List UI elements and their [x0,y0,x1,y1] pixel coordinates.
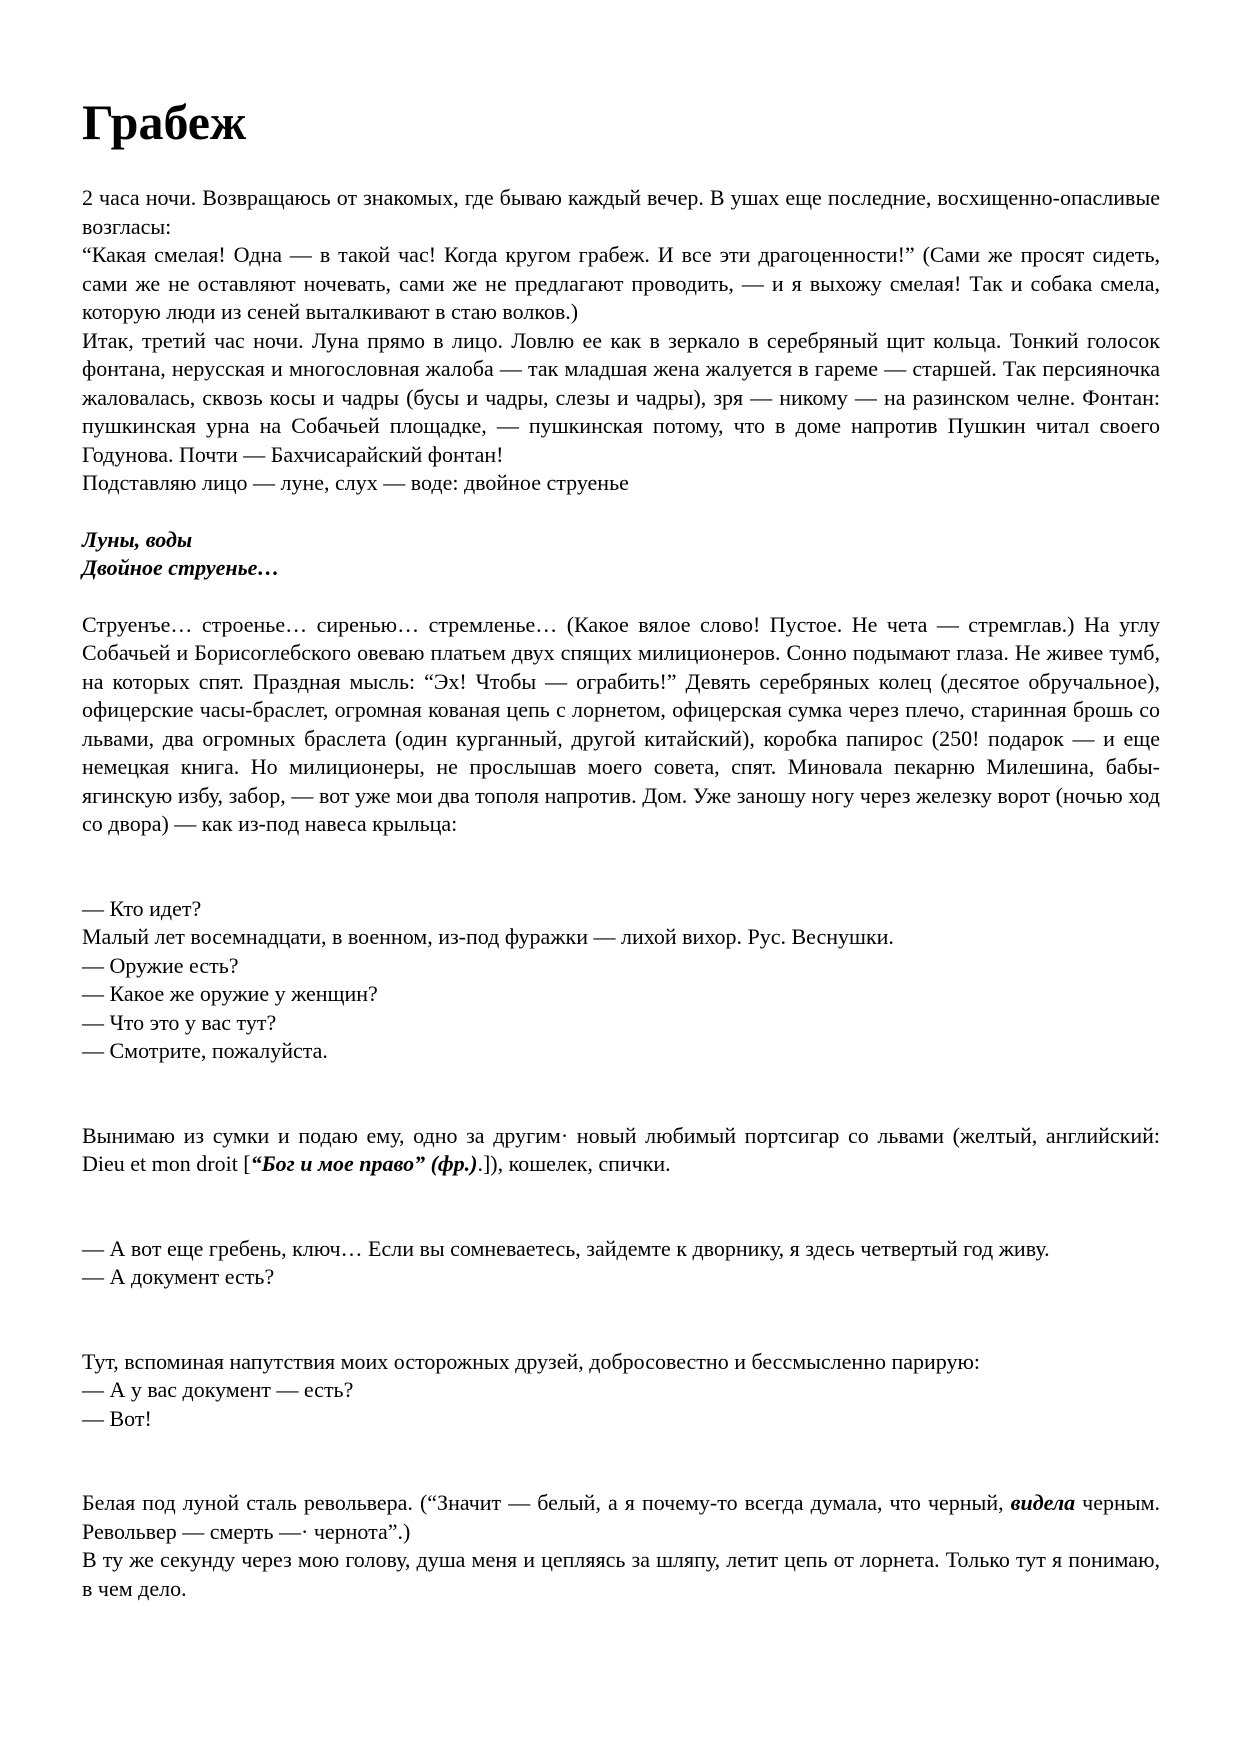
paragraph-lorgnette-chain: В ту же секунду через мою голову, душа меня и цепляясь за шляпу, летит цепь от лорнета. Только тут я понимаю, в чем дело. [82,1547,1160,1601]
paragraph-walk: Струенъе… строенье… сиренью… стремленье… (Какое вялое слово! Пустое. Не чета — стремглав.) На углу Собачьей и Борисоглебского овеваю платьем двух спящих милиционеров. Сонно подымают глаза. Не живее тумб, на которых спят. Праздная мысль: “Эх! Чтобы — ограбить!” Девять серебряных колец (десятое обручальное), офицерские часы-браслет, огромная кованая цепь с лорнетом, офицерская сумка через плечо, старинная брошь со львами, два огромных браслета (один курганный, другой китайский), коробка папирос (250! подарок — и еще немецкая книга. Но милиционеры, не прослышав моего совета, спят. Миновала пекарню Милешина, бабы-ягинскую избу, забор, — вот уже мои два тополя напротив. Дом. Уже заношу ногу через железку ворот (ночью ход со двора) — как из-под навеса крыльца: [82,611,1160,836]
spacer [82,839,1160,895]
dialog-line: — Вот! [82,1405,152,1431]
dialog-line: — Кто идет? [82,895,202,921]
spacer [82,1433,1160,1489]
dialog-line: — Оружие есть? [82,952,239,978]
dialog-line: — А у вас документ — есть? [82,1377,354,1402]
dialog-line: — А документ есть? [82,1264,275,1289]
spacer [82,498,1160,526]
spacer [82,583,1160,611]
spacer [82,1066,1160,1122]
story-body [82,184,1160,1603]
emphasis-word: видела [1010,1490,1076,1515]
dialog-line: — Что это у вас тут? [82,1009,277,1035]
paragraph-cigarette-case: Вынимаю из сумки и подаю ему, одно за другим· новый любимый портсигар со львами (желтый, английский: Dieu et mon droit [“Бог и мое право” (фр.).]), кошелек, спички. [82,1122,1160,1176]
dialog-line: Тут, вспоминая напутствия моих осторожных друзей, добросовестно и бессмысленно парирую: [82,1348,981,1374]
paragraph-fountain: Итак, третий час ночи. Луна прямо в лицо. Ловлю ее как в зеркало в серебряный щит кольца. Тонкий голосок фонтана, нерусская и многословная жалоба — так младшая жена жалуется в гареме — старшей. Так персияночка жаловалась, сквозь косы и чадры (бусы и чадры, слезы и чадры), зря — никому — на разинском челне. Фонтан: пушкинская урна на Собачьей площадке, — пушкинская потому, что в доме напротив Пушкин читал своего Годунова. Почти — Бахчисарайский фонтан! [82,327,1160,467]
verse-line-1: Луны, воды [82,526,193,552]
spacer [82,1179,1160,1235]
verse-line-2: Двойное струенье… [82,555,280,580]
paragraph-exclamation: “Какая смелая! Одна — в такой час! Когда кругом грабеж. И все эти драгоценности!” (Сами же просят сидеть, сами же не оставляют ночевать, сами же не предлагают проводить, — и я выхожу смелая! Так и собака смела, которую люди из сеней выталкивают в стаю волков.) [82,242,1160,324]
paragraph-moon-water: Подставляю лицо — луне, слух — воде: двойное струенье [82,470,629,495]
dialog-line: — А вот еще гребень, ключ… Если вы сомневаетесь, зайдемте к дворнику, я здесь четвертый год живу. [82,1235,1050,1261]
paragraph-revolver: Белая под луной сталь револьвера. (“Значит — белый, а я почему-то всегда думала, что черный, видела черным. Револьвер — смерть —· чернота”.) [82,1490,1160,1544]
page-title: Грабеж [82,94,247,150]
translation-note: “Бог и мое право” (фр.) [250,1151,478,1176]
dialog-line: — Смотрите, пожалуйста. [82,1038,328,1063]
spacer [82,1292,1160,1348]
dialog-line: Малый лет восемнадцати, в военном, из-под фуражки — лихой вихор. Рус. Веснушки. [82,924,894,949]
paragraph-intro: 2 часа ночи. Возвращаюсь от знакомых, где бываю каждый вечер. В ушах еще последние, восхищенно-опасливые возгласы: [82,185,1160,239]
dialog-line: — Какое же оружие у женщин? [82,981,378,1006]
